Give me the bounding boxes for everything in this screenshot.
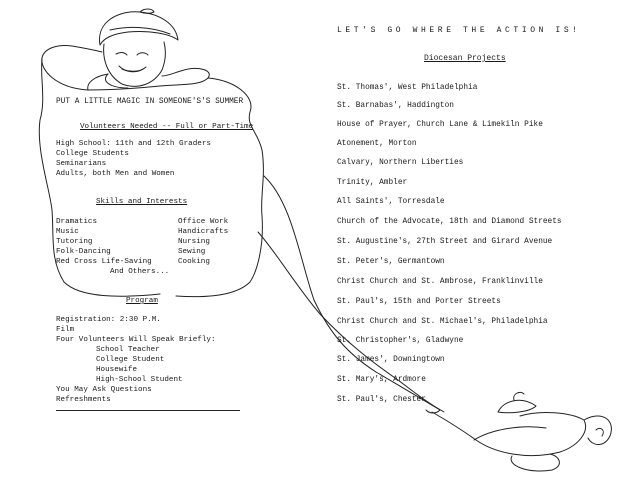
project-item: St. Peter's, Germantown bbox=[337, 258, 445, 266]
skill-item: Dramatics bbox=[56, 218, 98, 226]
volunteers-heading: Volunteers Needed -- Full or Part-Time bbox=[80, 123, 254, 131]
genie-face bbox=[104, 42, 166, 86]
skill-item: Music bbox=[56, 228, 79, 236]
program-questions: You May Ask Questions bbox=[56, 386, 152, 394]
skill-item: Cooking bbox=[178, 258, 210, 266]
lamp-handle bbox=[584, 416, 611, 445]
volunteer-item: College Students bbox=[56, 150, 129, 158]
skill-item: Folk-Dancing bbox=[56, 248, 111, 256]
smoke-outline bbox=[42, 46, 102, 91]
skill-item: Red Cross Life-Saving bbox=[56, 258, 152, 266]
project-item: St. Paul's, Chester bbox=[337, 396, 426, 404]
project-item: Christ Church and St. Michael's, Philadelphia bbox=[337, 318, 548, 326]
project-item: All Saints', Torresdale bbox=[337, 198, 445, 206]
volunteer-item: Seminarians bbox=[56, 160, 107, 168]
skill-item: Tutoring bbox=[56, 238, 93, 246]
speaker-item: College Student bbox=[96, 356, 165, 364]
skill-item: Handicrafts bbox=[178, 228, 229, 236]
program-refreshments: Refreshments bbox=[56, 396, 111, 404]
project-item: St. Barnabas', Haddington bbox=[337, 102, 454, 110]
skills-more: And Others... bbox=[110, 268, 170, 276]
skill-item: Sewing bbox=[178, 248, 206, 256]
project-item: Trinity, Ambler bbox=[337, 179, 408, 187]
lamp-base bbox=[511, 454, 559, 471]
project-item: St. Augustine's, 27th Street and Girard Avenue bbox=[337, 238, 553, 246]
project-item: St. James', Downingtown bbox=[337, 356, 445, 364]
volunteer-item: High School: 11th and 12th Graders bbox=[56, 140, 211, 148]
program-film: Film bbox=[56, 326, 75, 334]
project-item: St. Thomas', West Philadelphia bbox=[337, 84, 478, 92]
right-title: LET'S GO WHERE THE ACTION IS! bbox=[337, 26, 581, 35]
projects-heading: Diocesan Projects bbox=[424, 54, 506, 63]
project-item: Church of the Advocate, 18th and Diamond Streets bbox=[337, 218, 562, 226]
skill-item: Office Work bbox=[178, 218, 229, 226]
project-item: St. Christopher's, Gladwyne bbox=[337, 337, 464, 345]
program-registration: Registration: 2:30 P.M. bbox=[56, 316, 161, 324]
flyer-heading: PUT A LITTLE MAGIC IN SOMEONE'S'S SUMMER bbox=[56, 98, 244, 106]
project-item: St. Paul's, 15th and Porter Streets bbox=[337, 298, 501, 306]
project-item: St. Mary's, Ardmore bbox=[337, 376, 426, 384]
program-heading: Program bbox=[126, 297, 158, 305]
speaker-item: School Teacher bbox=[96, 346, 160, 354]
smoke-trail bbox=[264, 176, 440, 410]
divider bbox=[56, 410, 240, 411]
speaker-item: Housewife bbox=[96, 366, 138, 374]
project-item: Christ Church and St. Ambrose, Franklinville bbox=[337, 278, 543, 286]
genie-turban bbox=[100, 12, 178, 45]
skill-item: Nursing bbox=[178, 238, 210, 246]
project-item: House of Prayer, Church Lane & Limekiln Pike bbox=[337, 121, 543, 129]
lamp-body bbox=[432, 412, 586, 456]
genie-arm bbox=[88, 68, 210, 90]
project-item: Calvary, Northern Liberties bbox=[337, 159, 464, 167]
project-item: Atonement, Morton bbox=[337, 140, 417, 148]
speaker-item: High-School Student bbox=[96, 376, 183, 384]
lamp-lid bbox=[498, 400, 536, 412]
skills-heading: Skills and Interests bbox=[96, 198, 188, 206]
program-speakers: Four Volunteers Will Speak Briefly: bbox=[56, 336, 216, 344]
volunteer-item: Adults, both Men and Women bbox=[56, 170, 175, 178]
